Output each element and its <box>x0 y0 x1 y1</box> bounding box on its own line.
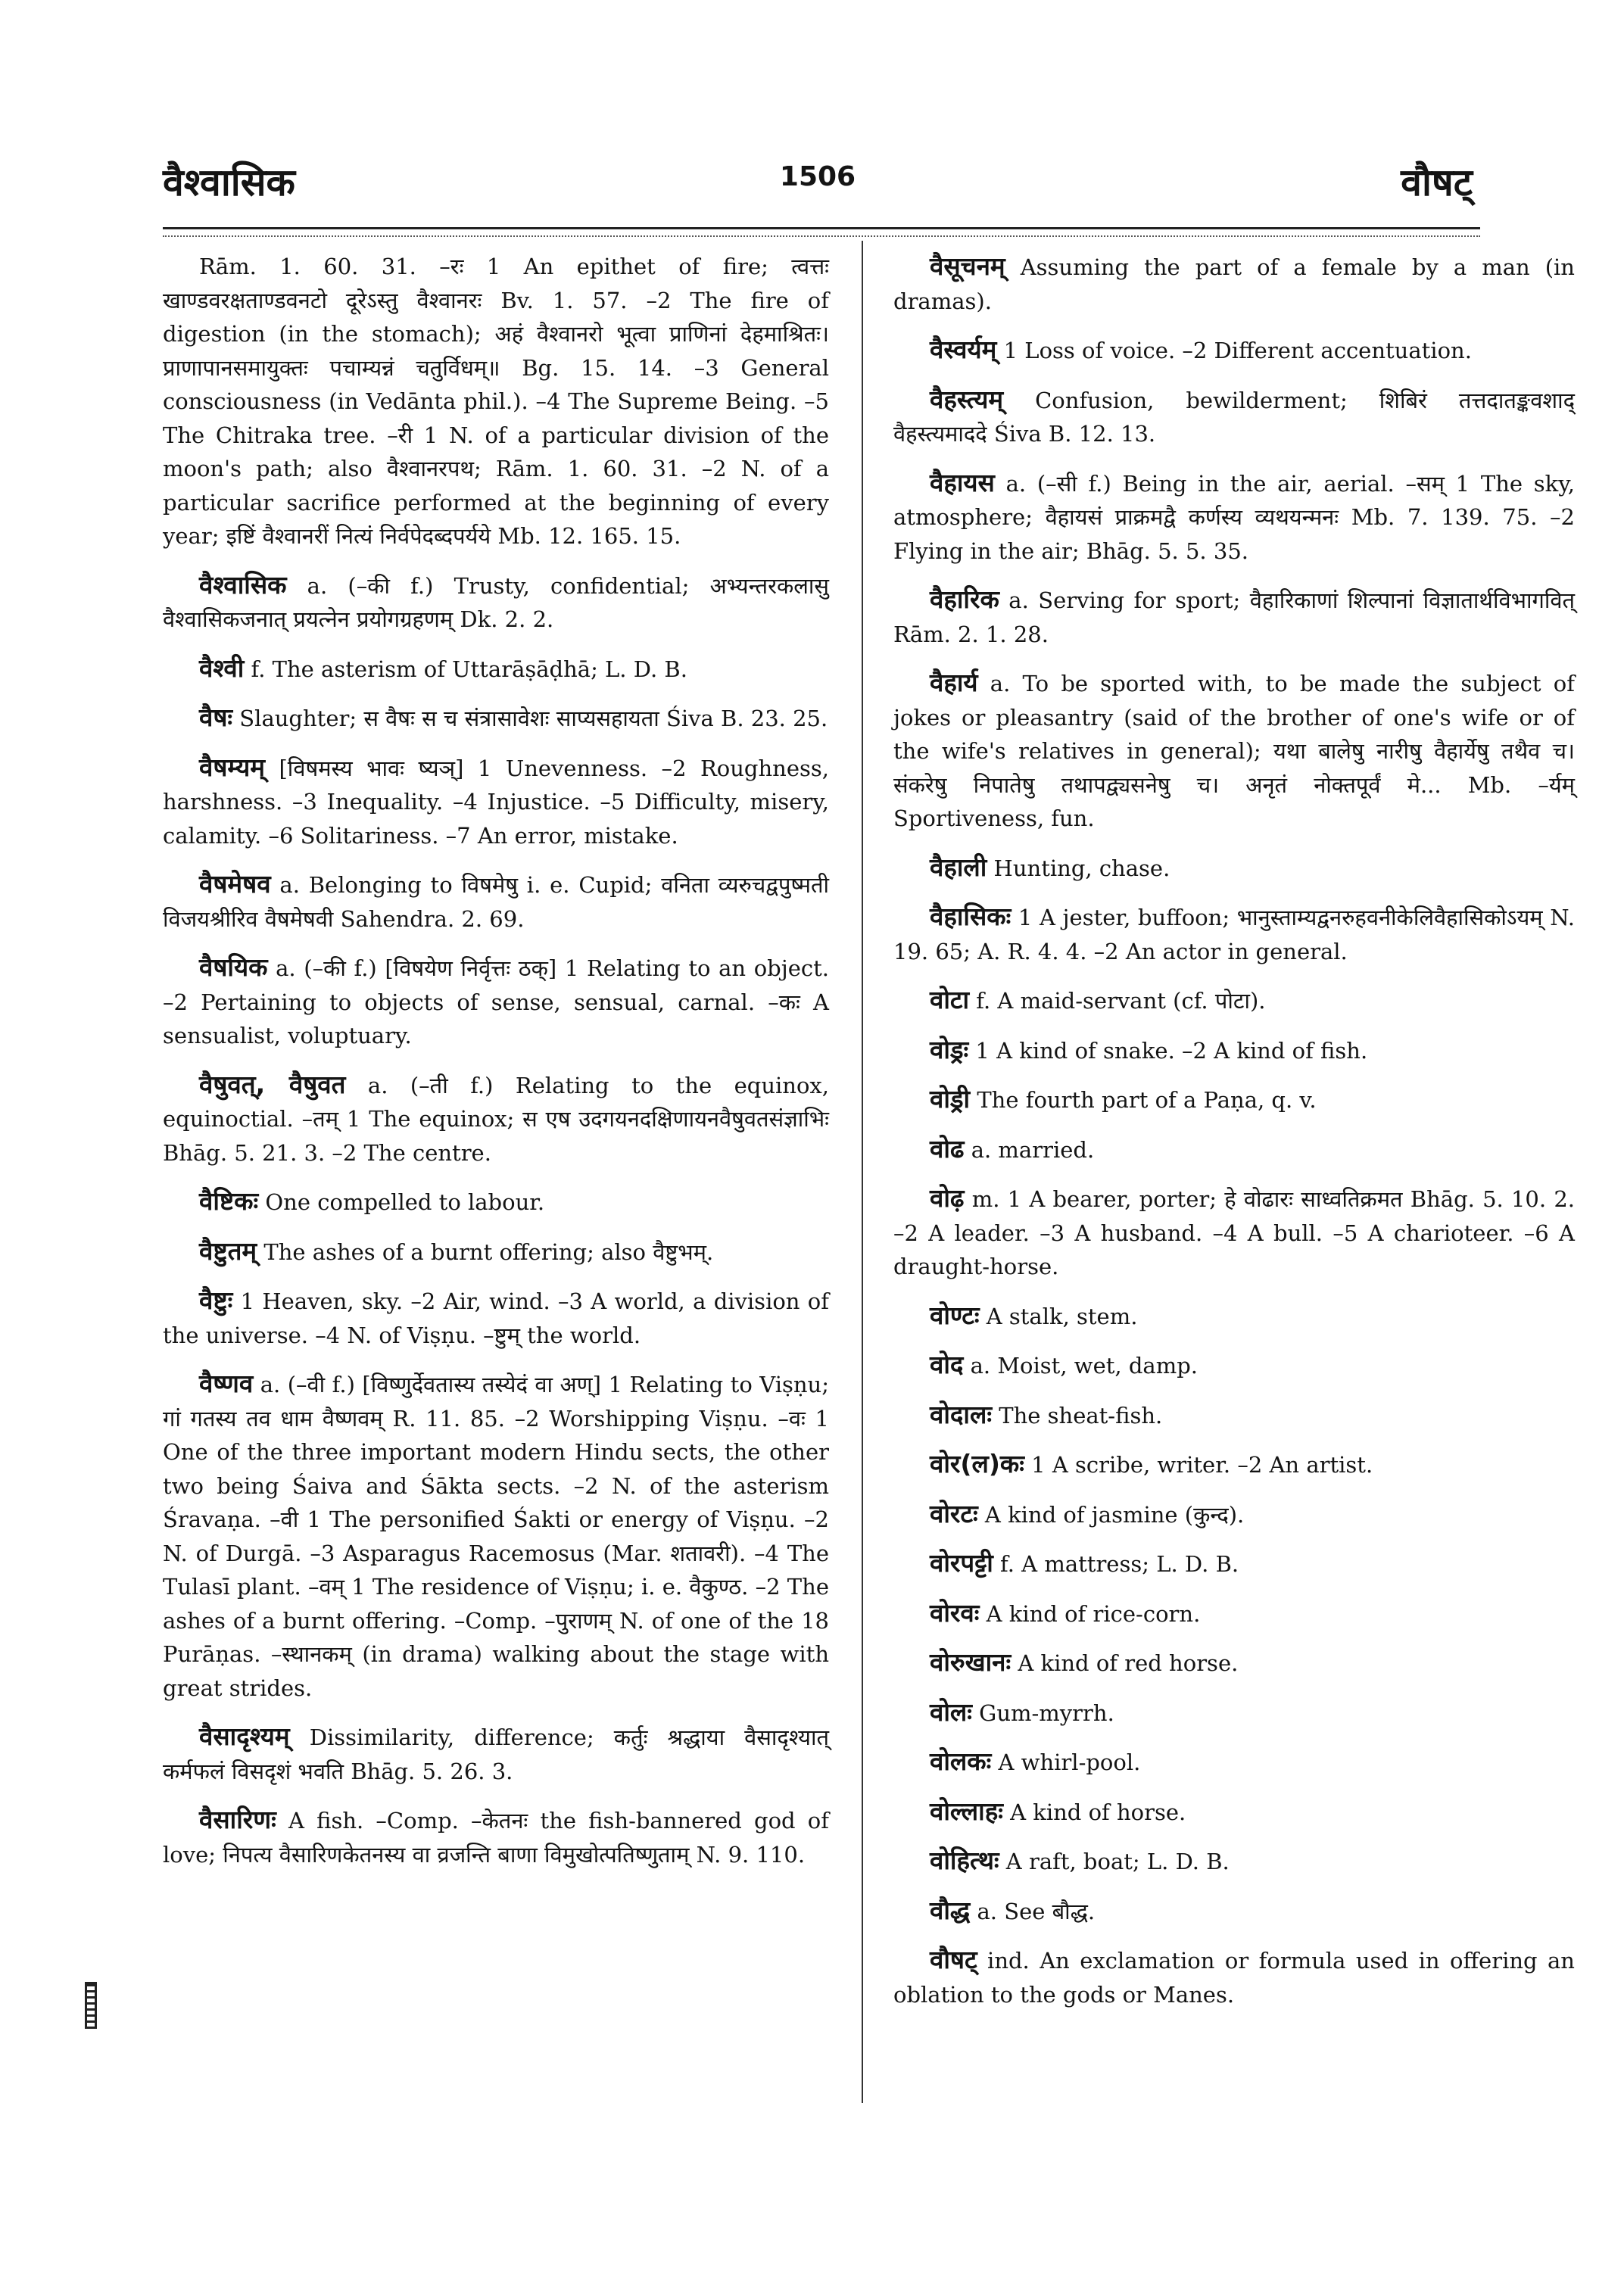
dictionary-entry <box>893 1299 1575 1334</box>
entry-headword: वैहारिक <box>930 584 999 614</box>
entry-definition: a. (–की f.) [विषयेण निर्वृत्तः ठक्] 1 Relating to an object. –2 Pertaining to objects of sense, sensual, carnal. –कः A sensualist, voluptuary. <box>163 955 829 1048</box>
entry-headword: वोरवः <box>930 1597 980 1628</box>
entry-definition: a. (–सी f.) Being in the air, aerial. –सम् 1 The sky, atmosphere; वैहायसं प्राक्रमद्वै कर्णस्य व्यथयन्मनः Mb. 7. 139. 75. –2 Flying in the air; Bhāg. 5. 5. 35. <box>893 470 1575 564</box>
dictionary-entry <box>893 1348 1575 1383</box>
last-guide-word: वौषट् <box>1401 160 1473 204</box>
right-column <box>893 250 1575 2027</box>
entry-headword: वैश्वासिक <box>199 569 287 600</box>
dictionary-entry <box>893 1083 1575 1117</box>
entry-headword: वैहासिकः <box>930 902 1011 931</box>
entry-headword: वैसारिणः <box>199 1805 276 1834</box>
entry-definition: One compelled to labour. <box>258 1189 545 1215</box>
dictionary-entry <box>893 1795 1575 1830</box>
entry-definition: Slaughter; स वैषः स च संत्रासावेशः साप्यसहायता Śiva B. 23. 25. <box>232 706 828 731</box>
entry-headword: वैषः <box>199 703 233 732</box>
entry-definition: 1 A kind of snake. –2 A kind of fish. <box>968 1037 1368 1064</box>
entry-headword: वोरपट्टी <box>930 1548 993 1578</box>
entry-definition: 1 A scribe, writer. –2 An artist. <box>1024 1452 1373 1478</box>
entry-headword: वोद <box>930 1350 964 1379</box>
entry-definition: a. (–की f.) Trusty, confidential; अभ्यन्तरकलासु वैश्वासिकजनात् प्रयत्नेन प्रयोगग्रहणम् Dk. 2. 2. <box>163 572 829 632</box>
dictionary-entry <box>893 1696 1575 1731</box>
entry-definition: Confusion, bewilderment; शिबिरं तत्तदातङ्कवशाद् वैहस्त्यमाददे Śiva B. 12. 13. <box>893 387 1575 447</box>
dictionary-entry <box>893 583 1575 651</box>
dictionary-entry <box>893 1132 1575 1167</box>
entry-headword: वोर(ल)कः <box>930 1449 1024 1478</box>
entry-definition: A kind of red horse. <box>1011 1650 1239 1676</box>
entry-headword: वैसादृश्यम् <box>199 1721 290 1751</box>
entry-definition: f. A mattress; L. D. B. <box>993 1551 1239 1577</box>
entry-headword: वोढ <box>930 1133 965 1164</box>
dictionary-entry <box>893 1398 1575 1433</box>
entry-headword: वैष्टुः <box>199 1285 233 1315</box>
entry-headword: वोरुखानः <box>930 1647 1011 1677</box>
entry-definition: A stalk, stem. <box>979 1303 1138 1329</box>
dictionary-entry <box>893 1497 1575 1532</box>
dictionary-entry <box>893 1894 1575 1929</box>
dictionary-entry <box>893 983 1575 1018</box>
dictionary-entry <box>893 1033 1575 1068</box>
entry-definition: Rām. 1. 60. 31. –रः 1 An epithet of fire; त्वत्तः खाण्डवरक्षताण्डवनटो दूरेऽस्तु वैश्वानरः Bv. 1. 57. –2 The fire of digestion (in the stomach); अहं वैश्वानरो भूत्वा प्राणिनां देहमाश्रितः। प्राणापानसमायुक्तः पचाम्यन्नं चतुर्विधम्॥ Bg. 15. 14. –3 General consciousness (in Vedānta phil.). –4 The Supreme Being. –5 The Chitraka tree. –री 1 N. of a particular division of the moon's path; also वैश्वानरपथ; Rām. 1. 60. 31. –2 N. of a particular sacrifice performed at the beginning of every year; इष्टिं वैश्वानरीं नित्यं निर्वपेदब्दपर्यये Mb. 12. 165. 15. <box>163 254 829 549</box>
dictionary-entry <box>893 1597 1575 1631</box>
dictionary-entry <box>163 1185 829 1220</box>
entry-headword: वैष्टिकः <box>199 1186 259 1216</box>
entry-definition: A kind of horse. <box>1002 1799 1186 1825</box>
dictionary-entry <box>893 1547 1575 1581</box>
entry-definition: a. Belonging to विषमेषु i. e. Cupid; वनिता व्यरुचद्वपुष्मती विजयश्रीरिव वैषमेषवी Sahendra. 2. 69. <box>163 872 829 932</box>
entry-headword: वोदालः <box>930 1399 993 1429</box>
page-number: 1506 <box>779 161 856 192</box>
entry-definition: A kind of jasmine (कुन्द). <box>977 1501 1245 1528</box>
first-guide-word: वैश्वासिक <box>163 160 295 204</box>
entry-definition: A raft, boat; L. D. B. <box>999 1849 1230 1874</box>
entry-headword: वैहस्त्यम् <box>930 384 1004 414</box>
entry-headword: वैसूचनम् <box>930 251 1005 281</box>
dictionary-entry <box>163 1284 829 1352</box>
entry-definition: The fourth part of a Paṇa, q. v. <box>970 1087 1317 1113</box>
dictionary-entry <box>893 383 1575 451</box>
dictionary-entry <box>893 1943 1575 2011</box>
dictionary-entry <box>893 1646 1575 1681</box>
entry-definition: 1 A jester, buffoon; भानुस्ताम्यद्वनरुहवनीकेलिवैहासिकोऽयम् N. 19. 65; A. R. 4. 4. –2 An actor in general. <box>893 905 1575 964</box>
entry-definition: [विषमस्य भावः ष्यञ्] 1 Unevenness. –2 Roughness, harshness. –3 Inequality. –4 Injustice. –5 Difficulty, misery, calamity. –6 Solitariness. –7 An error, mistake. <box>163 755 829 849</box>
entry-definition: a. See बौद्ध. <box>970 1898 1096 1924</box>
dictionary-entry <box>163 701 829 736</box>
dictionary-entry <box>163 1068 829 1170</box>
entry-headword: वोलकः <box>930 1746 992 1776</box>
dictionary-entry <box>163 1803 829 1871</box>
dictionary-entry <box>163 1235 829 1270</box>
entry-headword: वौषट् <box>930 1945 977 1974</box>
entry-definition: ind. An exclamation or formula used in offering an oblation to the gods or Manes. <box>893 1948 1575 2008</box>
entry-definition: A whirl-pool. <box>991 1749 1141 1775</box>
dictionary-entry <box>163 652 829 687</box>
dictionary-entry <box>163 569 829 637</box>
entry-headword: वैस्वर्यम् <box>930 335 997 364</box>
entry-definition: A fish. –Comp. –केतनः the fish-bannered god of love; निपत्य वैसारिणकेतनस्य वा व्रजन्ति बाणा विमुखोत्पतिष्णुताम् N. 9. 110. <box>163 1808 829 1868</box>
entry-headword: वोहित्थः <box>930 1846 999 1875</box>
entry-definition: a. To be sported with, to be made the subject of jokes or pleasantry (said of the brother of one's wife or of the wife's relatives in general); यथा बालेषु नारीषु वैहार्येषु तथैव च। संकरेषु निपातेषु तथापद्व्यसनेषु च। अनृतं नोक्तपूर्वं मे... Mb. –र्यम् Sportiveness, fun. <box>893 671 1575 831</box>
entry-definition: Dissimilarity, difference; कर्तुः श्रद्धाया वैसादृश्यात् कर्मफलं विसदृशं भवति Bhāg. 5. 26. 3. <box>163 1724 829 1784</box>
entry-headword: वैष्णव <box>199 1369 254 1398</box>
dictionary-entry <box>163 1367 829 1705</box>
dictionary-entry <box>163 751 829 853</box>
dictionary-entry <box>893 1447 1575 1482</box>
entry-headword: वोढ़ <box>930 1183 965 1213</box>
entry-definition: a. (–ती f.) Relating to the equinox, equinoctial. –तम् 1 The equinox; स एष उदगयनदक्षिणायनवैषुवतसंज्ञाभिः Bhāg. 5. 21. 3. –2 The centre. <box>163 1072 829 1166</box>
dictionary-entry <box>163 250 829 553</box>
entry-headword: वोण्टः <box>930 1300 980 1330</box>
entry-headword: वैष्टुतम् <box>199 1235 257 1266</box>
dictionary-entry <box>893 851 1575 886</box>
dictionary-entry <box>163 1720 829 1788</box>
running-head <box>163 155 1473 216</box>
dictionary-entry <box>893 1745 1575 1780</box>
entry-definition: a. Moist, wet, damp. <box>963 1353 1198 1379</box>
entry-headword: वैहाली <box>930 852 987 882</box>
entry-definition: f. The asterism of Uttarāṣāḍhā; L. D. B. <box>244 656 687 682</box>
margin-bracket-mark <box>85 1982 97 2029</box>
entry-definition: 1 Heaven, sky. –2 Air, wind. –3 A world, a division of the universe. –4 N. of Viṣṇu. –ष्टुम् the world. <box>163 1288 829 1348</box>
entry-headword: वैश्वी <box>199 653 245 683</box>
entry-definition: The sheat-fish. <box>992 1402 1163 1428</box>
dictionary-entry <box>893 666 1575 836</box>
entry-definition: f. A maid-servant (cf. पोटा). <box>969 988 1266 1014</box>
dictionary-entry <box>163 951 829 1053</box>
entry-definition: Gum-myrrh. <box>971 1699 1114 1726</box>
entry-definition: a. Serving for sport; वैहारिकाणां शिल्पानां विज्ञातार्थविभागवित् Rām. 2. 1. 28. <box>893 587 1575 647</box>
entry-definition: a. (–वी f.) [विष्णुर्देवतास्य तस्येदं वा अण्] 1 Relating to Viṣṇu; गां गतस्य तव धाम वैष्णवम् R. 11. 85. –2 Worshipping Viṣṇu. –वः 1 One of the three important modern Hindu sects, the other two being Śaiva and Śākta sects. –2 N. of the asterism Śravaṇa. –वी 1 The personified Śakti or energy of Viṣṇu. –2 N. of Durgā. –3 Asparagus Racemosus (Mar. शतावरी). –4 The Tulasī plant. –वम् 1 The residence of Viṣṇu; i. e. वैकुण्ठ. –2 The ashes of a burnt offering. –Comp. –पुराणम् N. of one of the 18 Purāṇas. –स्थानकम् (in drama) walking about the stage with great strides. <box>163 1372 829 1701</box>
dictionary-entry <box>893 333 1575 368</box>
entry-definition: A kind of rice-corn. <box>979 1600 1201 1627</box>
entry-headword: वैहार्य <box>930 668 978 697</box>
left-column <box>163 250 829 1886</box>
entry-definition: The ashes of a burnt offering; also वैष्टुभम्. <box>257 1238 714 1265</box>
column-divider <box>862 241 863 2103</box>
entry-headword: वैहायस <box>930 467 995 497</box>
dictionary-entry <box>893 250 1575 318</box>
dictionary-entry <box>893 1182 1575 1284</box>
entry-headword: वोटा <box>930 985 970 1014</box>
entry-headword: वोड्री <box>930 1084 971 1114</box>
entry-headword: वैषुवत्, वैषुवत <box>199 1069 346 1099</box>
entry-definition: 1 Loss of voice. –2 Different accentuation. <box>996 338 1472 363</box>
entry-definition: m. 1 A bearer, porter; हे वोढारः साध्वतिक्रमत Bhāg. 5. 10. 2. –2 A leader. –3 A husband. –4 A bull. –5 A charioteer. –6 A draught-horse. <box>893 1186 1575 1279</box>
dictionary-entry <box>163 868 829 936</box>
entry-headword: वौद्ध <box>930 1895 971 1925</box>
entry-headword: वोरटः <box>930 1498 978 1528</box>
dictionary-entry <box>893 900 1575 968</box>
entry-definition: a. married. <box>964 1136 1095 1163</box>
entry-headword: वोलः <box>930 1696 972 1727</box>
entry-definition: Hunting, chase. <box>987 855 1170 881</box>
entry-headword: वैषमेषव <box>199 869 271 899</box>
entry-headword: वैषयिक <box>199 952 268 982</box>
entry-headword: वोल्लाहः <box>930 1796 1003 1826</box>
entry-definition: Assuming the part of a female by a man (in dramas). <box>893 254 1575 314</box>
entry-headword: वोड्रः <box>930 1034 969 1064</box>
entry-headword: वैषम्यम् <box>199 752 266 782</box>
header-rule <box>163 227 1480 237</box>
dictionary-entry <box>893 1844 1575 1879</box>
dictionary-entry <box>893 466 1575 569</box>
